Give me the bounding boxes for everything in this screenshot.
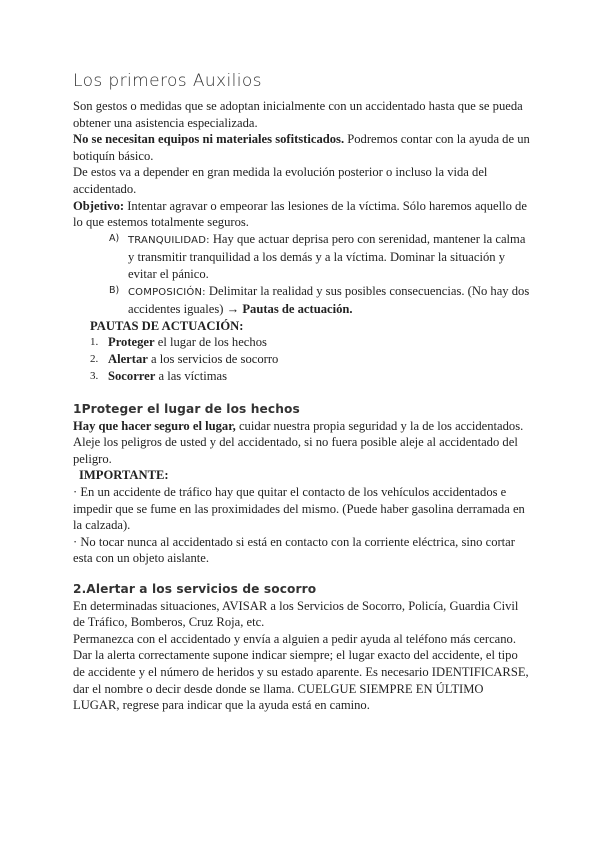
list-item — [109, 283, 530, 318]
page-title: Los primeros Auxilios — [73, 71, 262, 91]
list-item — [90, 351, 530, 368]
pauta-text — [108, 334, 267, 351]
objective-text: Intentar agravar o empeorar las lesiones de la víctima. Sólo haremos aquello de lo que estemos totalmente seguros. — [73, 198, 527, 230]
section-1-text: cuidar nuestra propia seguridad y la de los accidentados. Aleje los peligros de usted y del accidentado, si no fuera posible aleje al accidentado del peligro. — [73, 418, 524, 466]
section-1-bullet-1: · En un accidente de tráfico hay que quitar el contacto de los vehículos accidentados e impedir que se fume en las proximidades del mismo. (Puede haber gasolina derramada en la calzada). — [73, 485, 525, 533]
intro-paragraph-3: De estos va a depender en gran medida la evolución posterior o incluso la vida del accidentado. — [73, 165, 488, 196]
principles-list — [73, 231, 530, 318]
pauta-bold: Socorrer — [108, 368, 156, 383]
principle-description: Hay que actuar deprisa pero con serenidad, mantener la calma y transmitir tranquilidad a los demás y a la víctima. Dominar la situación y evitar el pánico. — [128, 231, 526, 281]
pauta-bold: Proteger — [108, 335, 155, 350]
intro-paragraph-1: Son gestos o medidas que se adoptan inicialmente con un accidentado hasta que se pueda obtener una asistencia especializada. — [73, 99, 523, 130]
section-1-title: 1Proteger el lugar de los hechos — [73, 402, 300, 417]
pauta-text — [108, 351, 278, 368]
list-item — [90, 334, 530, 351]
principle-description: Delimitar la realidad y sus posibles consecuencias. (No hay dos accidentes iguales) → — [128, 283, 530, 317]
pautas-list — [73, 334, 530, 384]
section-1-bullet-2: · No tocar nunca al accidentado si está en contacto con la corriente eléctrica, sino cortar esta con un objeto aislante. — [73, 534, 515, 566]
intro-paragraph-2-bold: No se necesitan equipos ni materiales sofitsticados. — [73, 132, 345, 147]
objective-label: Objetivo: — [73, 198, 125, 213]
principle-label: COMPOSICIÓN: — [128, 286, 206, 298]
principle-text — [128, 231, 530, 283]
list-marker: 3. — [90, 369, 99, 382]
principle-text — [128, 283, 530, 318]
list-item — [109, 231, 530, 283]
pauta-rest: a los servicios de socorro — [147, 351, 279, 366]
pauta-rest: el lugar de los hechos — [154, 335, 267, 350]
pauta-rest: a las víctimas — [155, 368, 228, 383]
section-spacer — [73, 384, 530, 401]
intro-paragraph-2-text: Podremos contar con la ayuda de un botiquín básico. — [73, 132, 530, 163]
pautas-heading: PAUTAS DE ACTUACIÓN: — [90, 318, 244, 333]
list-marker: 1. — [90, 336, 99, 349]
principle-label: TRANQUILIDAD: — [128, 234, 210, 246]
section-spacer — [73, 567, 530, 581]
list-marker: B) — [109, 284, 120, 296]
objective-paragraph — [73, 198, 530, 231]
section-2-title: 2.Alertar a los servicios de socorro — [73, 582, 317, 597]
list-marker: A) — [109, 232, 120, 244]
pauta-bold: Alertar — [108, 351, 148, 366]
list-marker: 2. — [90, 352, 99, 365]
section-2-paragraph-2: Permanezca con el accidentado y envía a alguien a pedir ayuda al teléfono más cercano. Dar la alerta correctamente supone indicar siempre; el lugar exacto del accidente, el tipo de accidente y el número de heridos y su estado aparente. Es necesario IDENTIFICARSE, dar el nombre o decir desde donde se llama. CUELGUE SIEMPRE EN ÚLTIMO LUGAR, regrese para indicar que la ayuda está en camino. — [73, 631, 529, 713]
section-2-paragraph-1: En determinadas situaciones, AVISAR a los Servicios de Socorro, Policía, Guardia Civil de Tráfico, Bomberos, Cruz Roja, etc. — [73, 598, 519, 630]
principle-description-bold: Pautas de actuación. — [242, 302, 353, 317]
pauta-text — [108, 368, 227, 385]
important-label: IMPORTANTE: — [79, 468, 169, 483]
section-1-bold: Hay que hacer seguro el lugar, — [73, 418, 236, 433]
section-1-paragraph — [73, 418, 530, 468]
list-item — [90, 368, 530, 385]
intro-paragraph-2 — [73, 131, 530, 164]
